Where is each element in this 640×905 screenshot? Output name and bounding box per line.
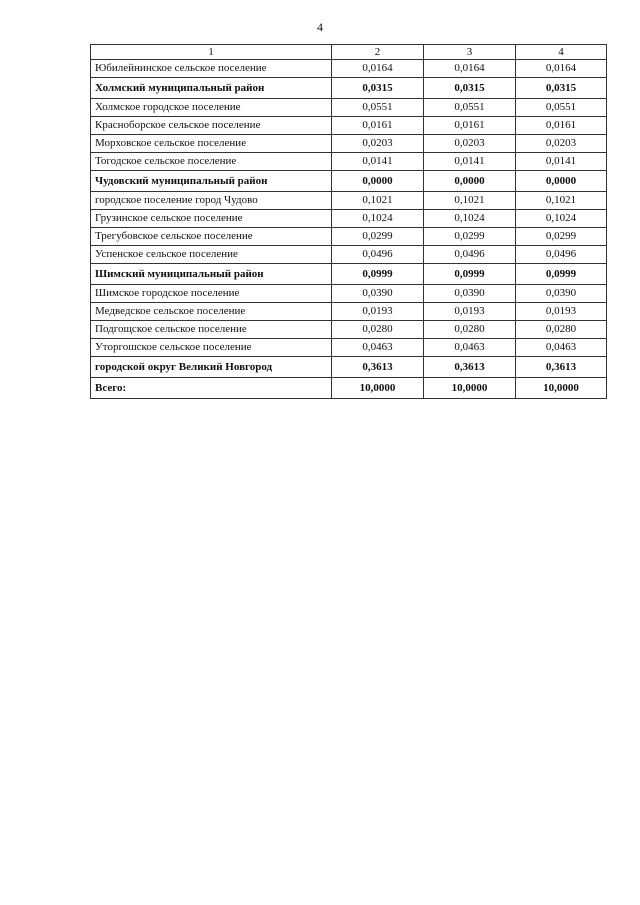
- column-header: 4: [516, 45, 607, 60]
- header-row: [91, 45, 607, 60]
- value-cell-col3: 0,0299: [424, 228, 516, 246]
- value-cell-col3: 0,0161: [424, 117, 516, 135]
- value-cell-col3: 0,0496: [424, 246, 516, 264]
- page-number: 4: [317, 20, 323, 34]
- value-cell-col3: 0,0203: [424, 135, 516, 153]
- row-name-cell: Юбилейнинское сельское поселение: [91, 60, 332, 78]
- value-cell-col3: 0,0315: [424, 78, 516, 99]
- row-name-cell: Тогодское сельское поселение: [91, 153, 332, 171]
- value-cell-col4: 10,0000: [516, 378, 607, 399]
- value-cell-col2: 0,0999: [332, 264, 424, 285]
- value-cell-col3: 0,0999: [424, 264, 516, 285]
- value-cell-col2: 0,0164: [332, 60, 424, 78]
- value-cell-col4: 0,0141: [516, 153, 607, 171]
- column-header: 3: [424, 45, 516, 60]
- value-cell-col4: 0,1024: [516, 210, 607, 228]
- row-name-cell: Трегубовское сельское поселение: [91, 228, 332, 246]
- row-name-cell: Всего:: [91, 378, 332, 399]
- table-row: [91, 135, 607, 153]
- value-cell-col2: 0,0390: [332, 285, 424, 303]
- table-row: [91, 117, 607, 135]
- table-row: [91, 303, 607, 321]
- value-cell-col3: 10,0000: [424, 378, 516, 399]
- value-cell-col4: 0,0000: [516, 171, 607, 192]
- table-row: [91, 321, 607, 339]
- value-cell-col3: 0,3613: [424, 357, 516, 378]
- value-cell-col4: 0,3613: [516, 357, 607, 378]
- row-name-cell: Подгощское сельское поселение: [91, 321, 332, 339]
- table-row: [91, 378, 607, 399]
- table-row: [91, 228, 607, 246]
- value-cell-col4: 0,1021: [516, 192, 607, 210]
- value-cell-col4: 0,0161: [516, 117, 607, 135]
- value-cell-col3: 0,0000: [424, 171, 516, 192]
- value-cell-col2: 0,3613: [332, 357, 424, 378]
- value-cell-col4: 0,0280: [516, 321, 607, 339]
- value-cell-col3: 0,0463: [424, 339, 516, 357]
- value-cell-col2: 10,0000: [332, 378, 424, 399]
- table-row: [91, 210, 607, 228]
- value-cell-col4: 0,0299: [516, 228, 607, 246]
- value-cell-col2: 0,0315: [332, 78, 424, 99]
- value-cell-col4: 0,0164: [516, 60, 607, 78]
- table-row: [91, 339, 607, 357]
- value-cell-col2: 0,0496: [332, 246, 424, 264]
- value-cell-col4: 0,0496: [516, 246, 607, 264]
- value-cell-col3: 0,0193: [424, 303, 516, 321]
- column-header: 1: [91, 45, 332, 60]
- row-name-cell: Чудовский муниципальный район: [91, 171, 332, 192]
- table-row: [91, 192, 607, 210]
- value-cell-col3: 0,1021: [424, 192, 516, 210]
- value-cell-col4: 0,0463: [516, 339, 607, 357]
- table-row: [91, 246, 607, 264]
- value-cell-col2: 0,0463: [332, 339, 424, 357]
- row-name-cell: Красноборское сельское поселение: [91, 117, 332, 135]
- value-cell-col3: 0,0164: [424, 60, 516, 78]
- value-cell-col3: 0,0280: [424, 321, 516, 339]
- table-row: [91, 60, 607, 78]
- row-name-cell: Шимский муниципальный район: [91, 264, 332, 285]
- value-cell-col4: 0,0203: [516, 135, 607, 153]
- data-table: [90, 44, 607, 399]
- value-cell-col2: 0,0299: [332, 228, 424, 246]
- value-cell-col4: 0,0551: [516, 99, 607, 117]
- row-name-cell: Медведское сельское поселение: [91, 303, 332, 321]
- row-name-cell: городское поселение город Чудово: [91, 192, 332, 210]
- value-cell-col3: 0,0551: [424, 99, 516, 117]
- value-cell-col4: 0,0315: [516, 78, 607, 99]
- value-cell-col3: 0,0141: [424, 153, 516, 171]
- table-row: [91, 78, 607, 99]
- row-name-cell: Холмский муниципальный район: [91, 78, 332, 99]
- table-row: [91, 285, 607, 303]
- value-cell-col2: 0,0193: [332, 303, 424, 321]
- table-row: [91, 264, 607, 285]
- value-cell-col2: 0,1024: [332, 210, 424, 228]
- row-name-cell: Уторгошское сельское поселение: [91, 339, 332, 357]
- value-cell-col2: 0,0161: [332, 117, 424, 135]
- row-name-cell: Грузинское сельское поселение: [91, 210, 332, 228]
- value-cell-col2: 0,0000: [332, 171, 424, 192]
- value-cell-col3: 0,0390: [424, 285, 516, 303]
- column-header: 2: [332, 45, 424, 60]
- row-name-cell: Шимское городское поселение: [91, 285, 332, 303]
- value-cell-col2: 0,1021: [332, 192, 424, 210]
- row-name-cell: городской округ Великий Новгород: [91, 357, 332, 378]
- value-cell-col2: 0,0203: [332, 135, 424, 153]
- value-cell-col2: 0,0141: [332, 153, 424, 171]
- value-cell-col2: 0,0551: [332, 99, 424, 117]
- value-cell-col4: 0,0390: [516, 285, 607, 303]
- table-row: [91, 99, 607, 117]
- value-cell-col4: 0,0999: [516, 264, 607, 285]
- table-body: [91, 60, 607, 399]
- table-row: [91, 171, 607, 192]
- value-cell-col4: 0,0193: [516, 303, 607, 321]
- row-name-cell: Холмское городское поселение: [91, 99, 332, 117]
- table-row: [91, 153, 607, 171]
- row-name-cell: Морховское сельское поселение: [91, 135, 332, 153]
- value-cell-col2: 0,0280: [332, 321, 424, 339]
- row-name-cell: Успенское сельское поселение: [91, 246, 332, 264]
- table-row: [91, 357, 607, 378]
- value-cell-col3: 0,1024: [424, 210, 516, 228]
